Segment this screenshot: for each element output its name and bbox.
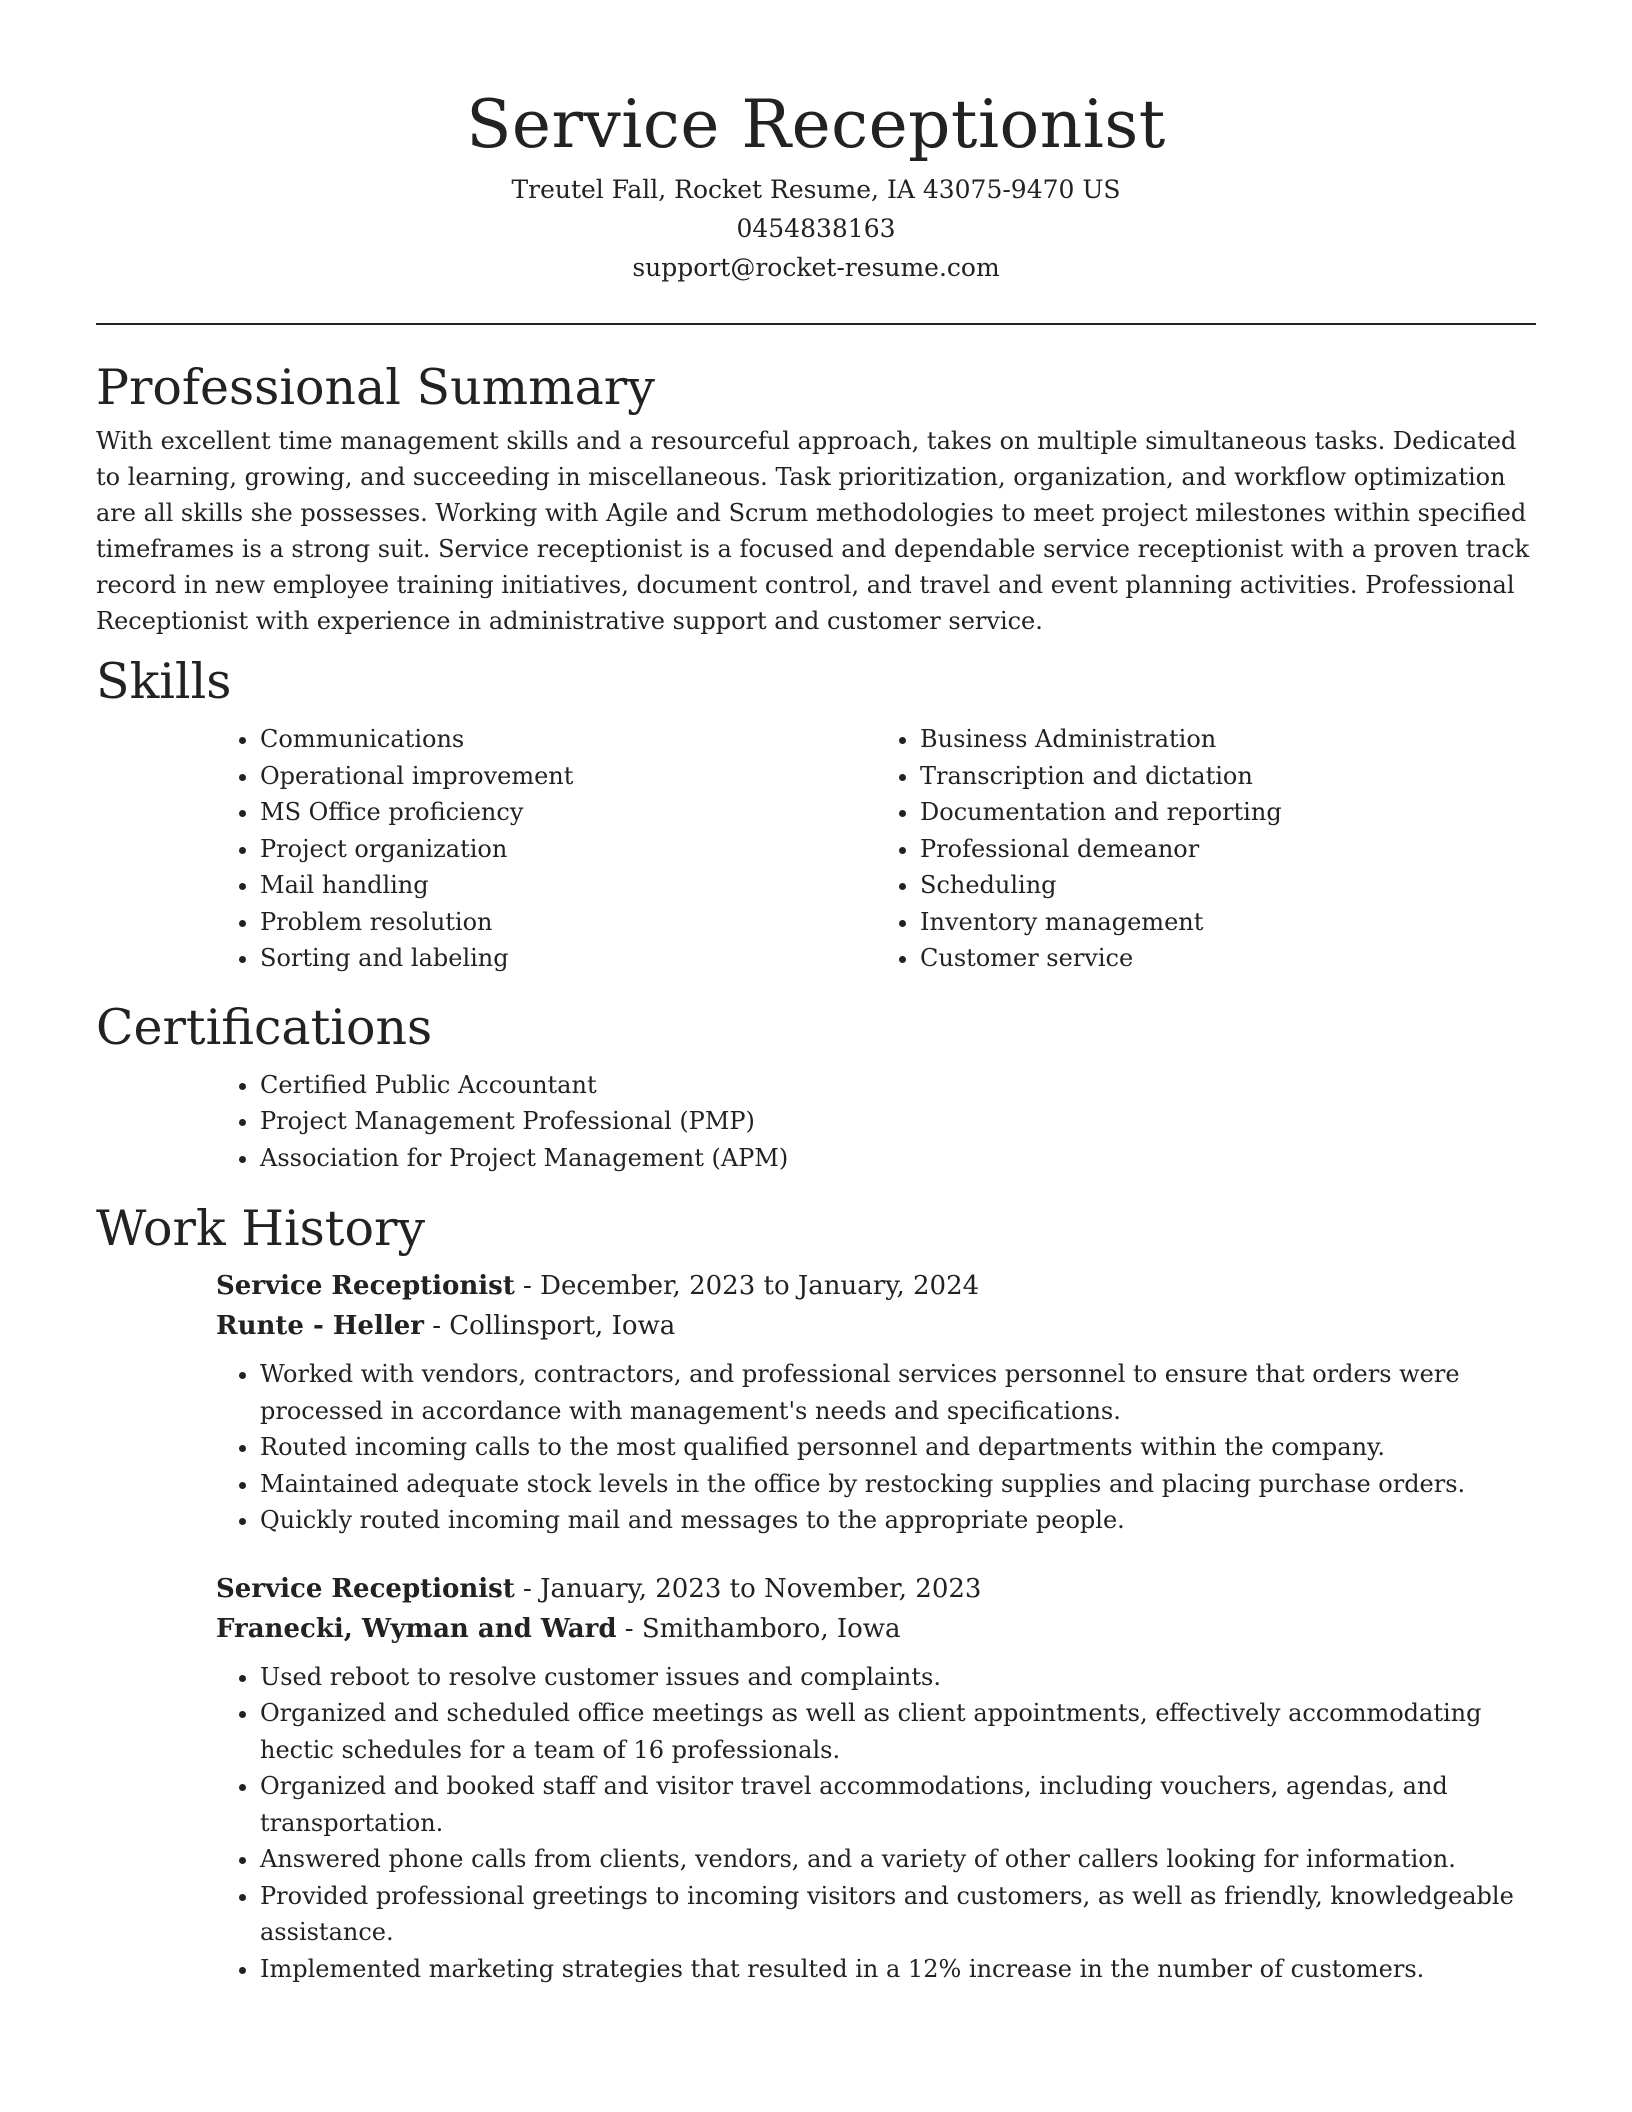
list-item: • Provided professional greetings to incoming visitors and customers, as well as friendly, knowledgeable assistance. xyxy=(260,1878,1536,1951)
list-item: • Project Management Professional (PMP) xyxy=(260,1103,1536,1140)
skills-list-right xyxy=(876,721,1536,977)
work-history-title: Work History xyxy=(96,1200,426,1257)
summary-text: With excellent time management skills and a resourceful approach, takes on multiple simultaneous tasks. Dedicated to learning, growing, and succeeding in miscellaneous. Task prioritization, organization, and workflow optimization are all skills she possesses. Working with Agile and Scrum methodologies to meet project milestones within specified timeframes is a strong suit. Service receptionist is a focused and dependable service receptionist with a proven track record in new employee training initiatives, document control, and travel and event planning activities. Professional Receptionist with experience in administrative support and customer service. xyxy=(96,427,1530,635)
job-company: Runte - Heller xyxy=(216,1311,424,1341)
summary-title: Professional Summary xyxy=(96,359,655,416)
job-bullets xyxy=(216,1659,1536,1988)
skills-list-left xyxy=(216,721,876,977)
list-item: • Project organization xyxy=(260,831,876,868)
list-item: • Problem resolution xyxy=(260,904,876,941)
job-entry xyxy=(216,1569,1536,1988)
address: Treutel Fall, Rocket Resume, IA 43075-9470 US xyxy=(511,175,1121,204)
list-item: • Communications xyxy=(260,721,876,758)
list-item: • Certified Public Accountant xyxy=(260,1067,1536,1104)
job-entry xyxy=(216,1266,1536,1539)
job-title: Service Receptionist xyxy=(216,1271,515,1301)
list-item: • Quickly routed incoming mail and messages to the appropriate people. xyxy=(260,1502,1536,1539)
list-item: • Implemented marketing strategies that resulted in a 12% increase in the number of customers. xyxy=(260,1951,1536,1988)
job-company: Franecki, Wyman and Ward xyxy=(216,1613,617,1644)
list-item: • Inventory management xyxy=(920,904,1536,941)
skills-grid xyxy=(216,721,1536,977)
job-title-line xyxy=(216,1266,1536,1306)
job-title-line xyxy=(216,1569,1536,1609)
list-item: • Organized and booked staff and visitor travel accommodations, including vouchers, agendas, and transportation. xyxy=(260,1768,1536,1841)
list-item: • Transcription and dictation xyxy=(920,758,1536,795)
list-item: • Routed incoming calls to the most qualified personnel and departments within the company. xyxy=(260,1429,1536,1466)
list-item: • Worked with vendors, contractors, and professional services personnel to ensure that orders were processed in accordance with management's needs and specifications. xyxy=(260,1356,1536,1429)
job-title: Service Receptionist xyxy=(216,1573,515,1604)
list-item: • Answered phone calls from clients, vendors, and a variety of other callers looking for information. xyxy=(260,1841,1536,1878)
certifications-list xyxy=(216,1067,1536,1177)
candidate-name: Service Receptionist xyxy=(466,86,1166,163)
job-bullets xyxy=(216,1356,1536,1539)
job-location: - Collinsport, Iowa xyxy=(423,1311,676,1341)
job-company-line xyxy=(216,1306,1536,1346)
job-location: - Smithamboro, Iowa xyxy=(616,1613,901,1644)
list-item: • Organized and scheduled office meetings as well as client appointments, effectively accommodating hectic schedules for a team of 16 professionals. xyxy=(260,1695,1536,1768)
work-history-section xyxy=(96,1196,1536,1987)
summary-section xyxy=(96,355,1536,639)
list-item: • Documentation and reporting xyxy=(920,794,1536,831)
job-dates: - December, 2023 to January, 2024 xyxy=(514,1271,980,1301)
list-item: • Business Administration xyxy=(920,721,1536,758)
skills-title: Skills xyxy=(96,653,232,710)
list-item: • Used reboot to resolve customer issues and complaints. xyxy=(260,1659,1536,1696)
list-item: • Maintained adequate stock levels in the office by restocking supplies and placing purchase orders. xyxy=(260,1466,1536,1503)
list-item: • Scheduling xyxy=(920,867,1536,904)
certifications-section xyxy=(96,995,1536,1177)
list-item: • Customer service xyxy=(920,940,1536,977)
list-item: • Association for Project Management (APM) xyxy=(260,1140,1536,1177)
resume-header xyxy=(96,0,1536,287)
list-item: • Professional demeanor xyxy=(920,831,1536,868)
certifications-title: Certifications xyxy=(96,998,433,1056)
job-company-line xyxy=(216,1609,1536,1649)
list-item: • MS Office proficiency xyxy=(260,794,876,831)
phone: 0454838163 xyxy=(736,214,896,243)
resume-page xyxy=(96,0,1536,1987)
email: support@rocket-resume.com xyxy=(632,253,1000,282)
job-dates: - January, 2023 to November, 2023 xyxy=(514,1573,982,1604)
header-divider xyxy=(96,323,1536,325)
skills-section xyxy=(96,649,1536,977)
list-item: • Mail handling xyxy=(260,867,876,904)
list-item: • Operational improvement xyxy=(260,758,876,795)
list-item: • Sorting and labeling xyxy=(260,940,876,977)
